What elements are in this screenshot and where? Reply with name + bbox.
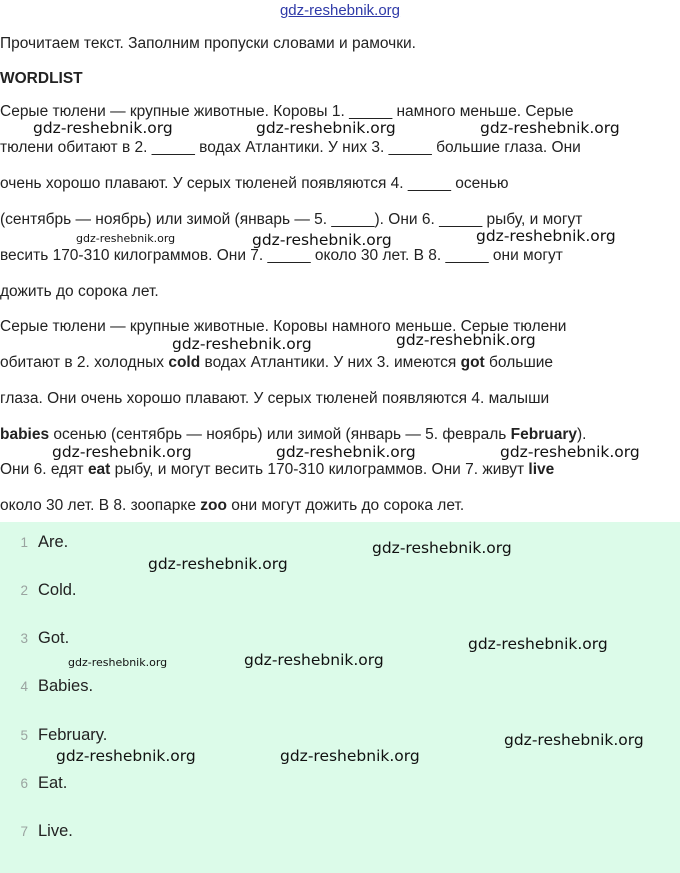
gapped-line: очень хорошо плавают. У серых тюленей появляются 4. _____ осенью xyxy=(0,175,509,192)
watermark: gdz-reshebnik.org xyxy=(500,443,640,461)
watermark: gdz-reshebnik.org xyxy=(480,119,620,137)
filled-line: около 30 лет. В 8. зоопарке zoo они могут дожить до сорока лет. xyxy=(0,497,465,514)
watermark: gdz-reshebnik.org xyxy=(252,231,392,249)
watermark: gdz-reshebnik.org xyxy=(244,651,384,669)
filled-line: Серые тюлени — крупные животные. Коровы намного меньше. Серые тюлени xyxy=(0,318,567,335)
watermark: gdz-reshebnik.org xyxy=(56,747,196,765)
gapped-line: тюлени обитают в 2. _____ водах Атлантики. У них 3. _____ большие глаза. Они xyxy=(0,139,581,156)
watermark: gdz-reshebnik.org xyxy=(276,443,416,461)
watermark: gdz-reshebnik.org xyxy=(468,635,608,653)
gapped-line: дожить до сорока лет. xyxy=(0,283,159,300)
watermark: gdz-reshebnik.org xyxy=(172,335,312,353)
filled-line: babies осенью (сентябрь — ноябрь) или зимой (январь — 5. февраль February). xyxy=(0,426,587,443)
gapped-line: (сентябрь — ноябрь) или зимой (январь — 5. _____). Они 6. _____ рыбу, и могут xyxy=(0,211,583,228)
watermark: gdz-reshebnik.org xyxy=(68,656,168,669)
watermark: gdz-reshebnik.org xyxy=(148,555,288,573)
intro-text: Прочитаем текст. Заполним пропуски словами и рамочки. xyxy=(0,35,416,52)
watermark: gdz-reshebnik.org xyxy=(52,443,192,461)
wordlist-heading: WORDLIST xyxy=(0,70,83,87)
filled-line: глаза. Они очень хорошо плавают. У серых тюленей появляются 4. малыши xyxy=(0,390,550,407)
watermark: gdz-reshebnik.org xyxy=(476,227,616,245)
watermark: gdz-reshebnik.org xyxy=(76,232,176,245)
header-site-link[interactable]: gdz-reshebnik.org xyxy=(279,2,401,19)
filled-line: Они 6. едят eat рыбу, и могут весить 170-310 килограммов. Они 7. живут live xyxy=(0,461,555,478)
gapped-line: Серые тюлени — крупные животные. Коровы 1. _____ намного меньше. Серые xyxy=(0,103,574,120)
watermark: gdz-reshebnik.org xyxy=(256,119,396,137)
gapped-line: весить 170-310 килограммов. Они 7. _____ около 30 лет. В 8. _____ они могут xyxy=(0,247,563,264)
watermark: gdz-reshebnik.org xyxy=(504,731,644,749)
answers-panel: 1 Are. 2 Cold. 3 Got. 4 Babies. 5 February. 6 Eat. 7 Live. xyxy=(0,522,680,873)
watermark: gdz-reshebnik.org xyxy=(396,331,536,349)
watermark: gdz-reshebnik.org xyxy=(280,747,420,765)
watermark: gdz-reshebnik.org xyxy=(372,539,512,557)
filled-line: обитают в 2. холодных cold водах Атлантики. У них 3. имеются got большие xyxy=(0,354,554,371)
watermark: gdz-reshebnik.org xyxy=(33,119,173,137)
